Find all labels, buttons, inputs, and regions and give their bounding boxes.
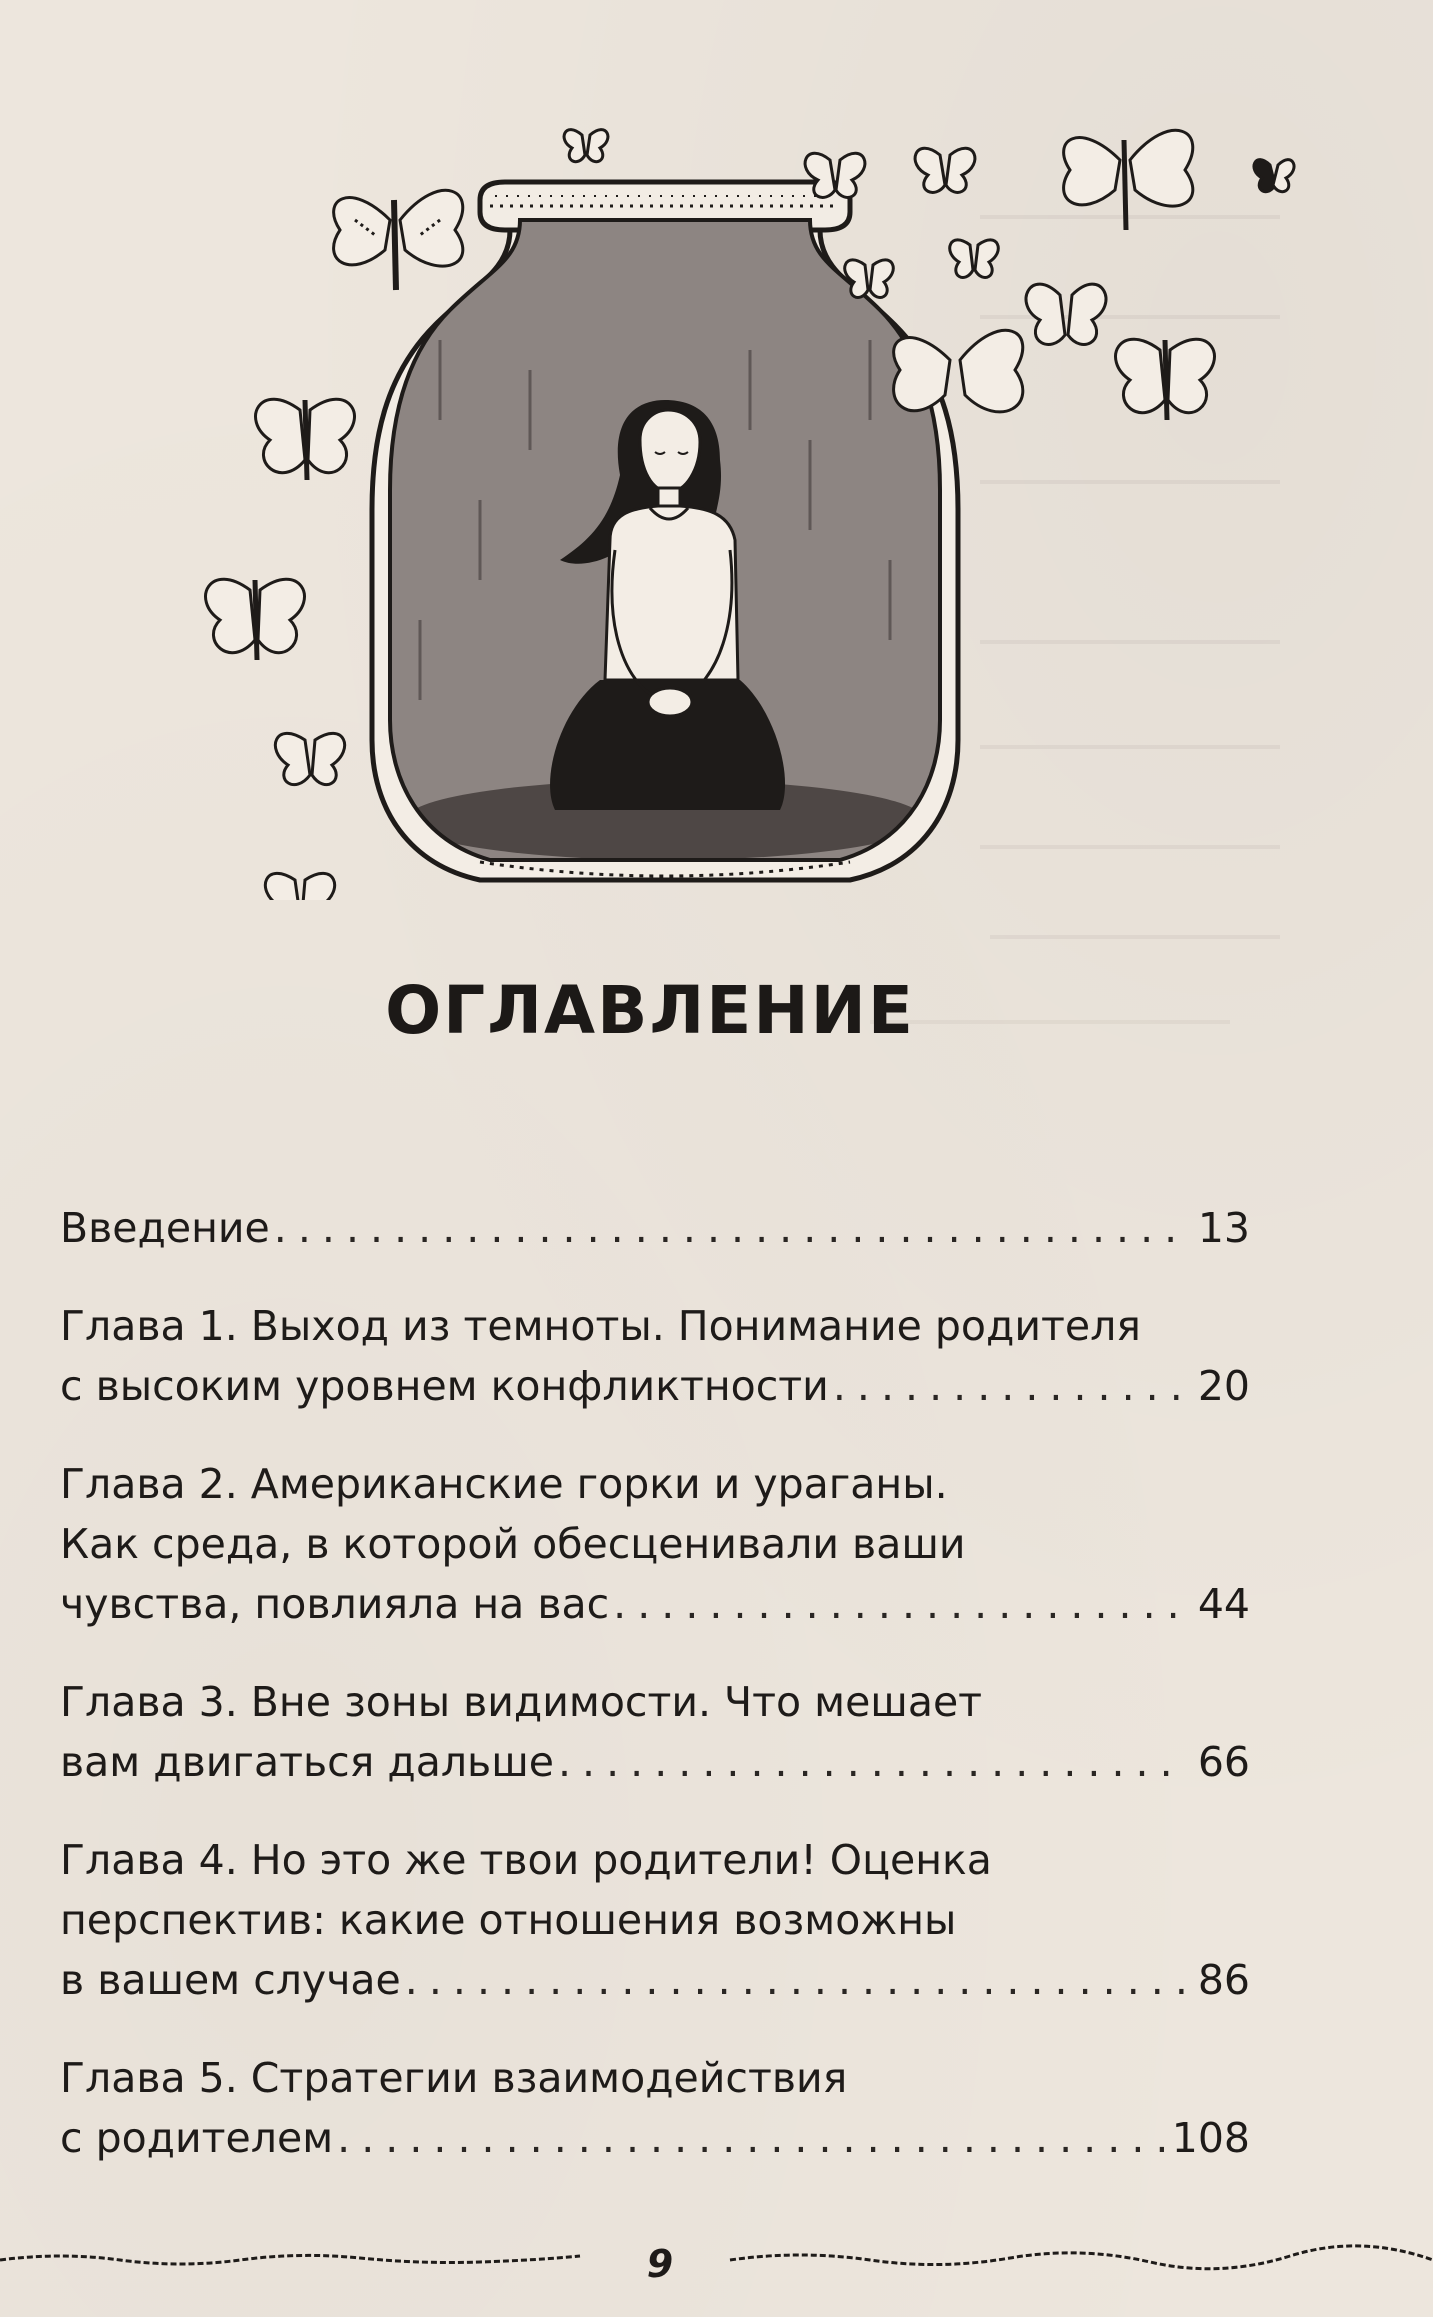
toc-entry-line: Глава 3. Вне зоны видимости. Что мешает (60, 1678, 983, 1726)
toc-entry-line: Глава 2. Американские горки и ураганы. (60, 1460, 948, 1508)
toc-entry-chapter-2[interactable] (60, 1454, 1250, 1634)
toc-entry-line: Глава 1. Выход из темноты. Понимание родителя (60, 1302, 1141, 1350)
toc-entry-line: в вашем случае (60, 1956, 401, 2004)
jar-illustration (190, 120, 1370, 900)
footer-ornament (0, 2230, 1433, 2290)
toc-entry-chapter-1[interactable] (60, 1296, 1250, 1416)
dot-leader (405, 1950, 1184, 2010)
toc-entry-title: Введение (60, 1204, 270, 1252)
toc-page-number: 20 (1197, 1362, 1250, 1410)
table-of-contents (60, 1198, 1250, 2206)
page-number: 9 (646, 2242, 674, 2286)
toc-entry-line: перспектив: какие отношения возможны (60, 1896, 957, 1944)
toc-page-number: 108 (1171, 2114, 1250, 2162)
dot-leader (337, 2108, 1166, 2168)
toc-entry-line: Глава 5. Стратегии взаимодействия (60, 2054, 848, 2102)
toc-entry-chapter-4[interactable] (60, 1830, 1250, 2010)
toc-page-number: 44 (1197, 1580, 1250, 1628)
toc-entry-line: чувства, повлияла на вас (60, 1580, 610, 1628)
dot-leader (274, 1198, 1184, 1258)
toc-entry-chapter-3[interactable] (60, 1672, 1250, 1792)
toc-entry-line: Глава 4. Но это же твои родители! Оценка (60, 1836, 992, 1884)
toc-entry-line: с родителем (60, 2114, 334, 2162)
toc-entry-line: вам двигаться дальше (60, 1738, 554, 1786)
toc-entry-intro[interactable] (60, 1198, 1250, 1258)
page-title: ОГЛАВЛЕНИЕ (385, 972, 915, 1049)
dot-leader (558, 1732, 1184, 1792)
toc-entry-line: Как среда, в которой обесценивали ваши (60, 1520, 966, 1568)
toc-page-number: 66 (1197, 1738, 1250, 1786)
toc-entry-chapter-5[interactable] (60, 2048, 1250, 2168)
dot-leader (613, 1574, 1184, 1634)
toc-entry-line: с высоким уровнем конфликтности (60, 1362, 829, 1410)
toc-page-number: 86 (1197, 1956, 1250, 2004)
dot-leader (833, 1356, 1184, 1416)
toc-page-number: 13 (1197, 1204, 1250, 1252)
